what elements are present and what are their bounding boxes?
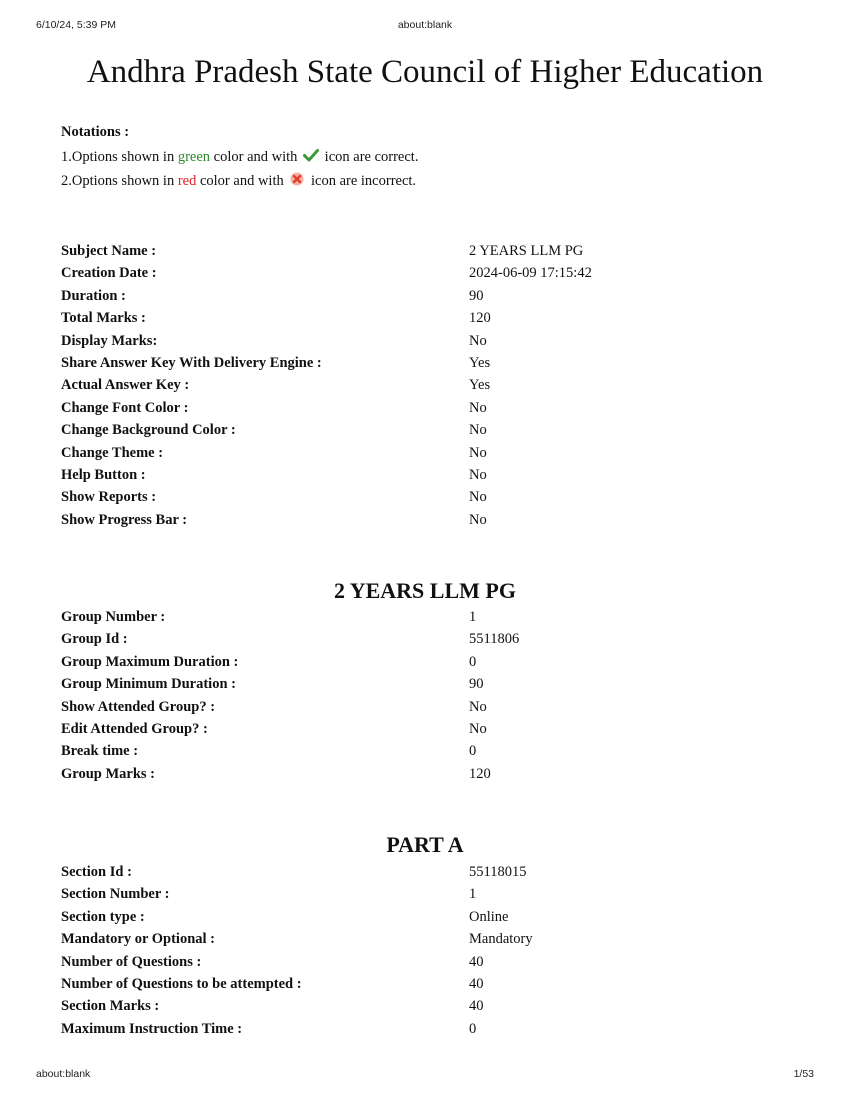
- row-value: 5511806: [469, 631, 520, 648]
- cross-mark-icon: [289, 171, 305, 187]
- row-label: Change Theme :: [61, 444, 164, 461]
- row-label: Change Background Color :: [61, 422, 236, 439]
- table-row: [61, 374, 821, 396]
- row-value: 120: [469, 310, 491, 327]
- print-datetime: 6/10/24, 5:39 PM: [36, 19, 116, 31]
- table-row: [61, 464, 821, 486]
- row-value: 90: [469, 676, 484, 693]
- table-row: [61, 240, 821, 262]
- notation-green-word: green: [177, 148, 211, 165]
- group-info-table: [61, 606, 821, 785]
- table-row: [61, 763, 821, 785]
- row-value: No: [469, 489, 487, 506]
- row-label: Display Marks:: [61, 332, 158, 349]
- row-value: 120: [469, 765, 491, 782]
- subject-info-table: [61, 240, 821, 531]
- row-value: No: [469, 399, 487, 416]
- row-label: Group Maximum Duration :: [61, 653, 239, 670]
- table-row: [61, 397, 821, 419]
- check-mark-icon: [303, 147, 319, 163]
- print-footer: [36, 1068, 814, 1082]
- table-row: [61, 628, 821, 650]
- row-label: Show Attended Group? :: [61, 698, 216, 715]
- row-value: 2 YEARS LLM PG: [469, 243, 584, 259]
- notation-incorrect-suffix: icon are incorrect.: [310, 173, 417, 189]
- row-label: Section Marks :: [61, 998, 160, 1015]
- table-row: [61, 696, 821, 718]
- table-row: [61, 262, 821, 284]
- table-row: [61, 509, 821, 531]
- row-label: Section type :: [61, 908, 145, 925]
- table-row: [61, 606, 821, 628]
- table-row: [61, 419, 821, 441]
- notation-incorrect-middle: color and with: [199, 173, 284, 189]
- row-value: No: [469, 720, 487, 737]
- table-row: [61, 442, 821, 464]
- notation-incorrect: [61, 169, 418, 194]
- notations-heading: Notations :: [61, 124, 130, 140]
- notation-red-word: red: [177, 173, 197, 189]
- table-row: [61, 995, 821, 1017]
- print-footer-url: about:blank: [36, 1068, 91, 1080]
- table-row: [61, 973, 821, 995]
- row-label: Help Button :: [61, 466, 146, 483]
- print-header: [36, 19, 814, 33]
- notation-correct-suffix: icon are correct.: [324, 148, 419, 165]
- row-label: Actual Answer Key :: [61, 377, 190, 394]
- notation-correct-prefix: 1.Options shown in: [61, 148, 175, 165]
- table-row: [61, 651, 821, 673]
- row-value: 0: [469, 743, 477, 760]
- row-value: No: [469, 422, 487, 439]
- row-label: Change Font Color :: [61, 399, 189, 416]
- row-label: Break time :: [61, 743, 139, 760]
- page-number: 1/53: [793, 1068, 814, 1080]
- row-label: Group Id :: [61, 631, 128, 648]
- row-label: Number of Questions to be attempted :: [61, 975, 302, 992]
- table-row: [61, 951, 821, 973]
- row-value: Online: [469, 908, 509, 925]
- row-label: Number of Questions :: [61, 953, 202, 970]
- section-info-table: [61, 861, 821, 1040]
- notation-correct: [61, 145, 418, 170]
- row-value: 0: [469, 1020, 477, 1037]
- row-value: Yes: [469, 354, 491, 371]
- row-label: Share Answer Key With Delivery Engine :: [61, 354, 322, 371]
- row-label: Maximum Instruction Time :: [61, 1020, 243, 1037]
- row-label: Show Reports :: [61, 489, 157, 506]
- row-label: Group Number :: [61, 609, 166, 625]
- row-value: No: [469, 332, 487, 349]
- table-row: [61, 740, 821, 762]
- group-title: 2 YEARS LLM PG: [334, 578, 516, 603]
- row-value: 1: [469, 609, 477, 625]
- table-row: [61, 718, 821, 740]
- row-label: Duration :: [61, 287, 126, 304]
- table-row: [61, 352, 821, 374]
- section-title: PART A: [386, 832, 464, 857]
- table-row: [61, 1018, 821, 1040]
- page-title: Andhra Pradesh State Council of Higher Education: [86, 54, 764, 90]
- table-row: [61, 861, 821, 883]
- notation-correct-middle: color and with: [213, 148, 298, 165]
- row-value: 90: [469, 287, 484, 304]
- row-label: Section Number :: [61, 886, 170, 903]
- row-value: 40: [469, 953, 484, 970]
- row-label: Creation Date :: [61, 265, 157, 282]
- print-header-url: about:blank: [397, 19, 453, 31]
- row-value: No: [469, 444, 487, 461]
- row-label: Edit Attended Group? :: [61, 720, 208, 737]
- notations: [61, 120, 418, 194]
- row-value: 0: [469, 653, 477, 670]
- row-label: Section Id :: [61, 864, 132, 880]
- table-row: [61, 928, 821, 950]
- row-value: 2024-06-09 17:15:42: [469, 265, 592, 282]
- row-value: No: [469, 698, 487, 715]
- row-value: No: [469, 511, 487, 528]
- row-label: Total Marks :: [61, 310, 146, 327]
- row-value: Mandatory: [469, 931, 533, 948]
- table-row: [61, 486, 821, 508]
- row-label: Group Marks :: [61, 765, 155, 782]
- row-label: Subject Name :: [61, 243, 157, 259]
- row-value: 55118015: [469, 864, 527, 880]
- row-value: 1: [469, 886, 477, 903]
- row-value: 40: [469, 998, 484, 1015]
- row-label: Mandatory or Optional :: [61, 931, 215, 948]
- table-row: [61, 883, 821, 905]
- table-row: [61, 673, 821, 695]
- notation-incorrect-prefix: 2.Options shown in: [61, 173, 175, 189]
- row-value: Yes: [469, 377, 491, 394]
- table-row: [61, 330, 821, 352]
- row-value: No: [469, 466, 487, 483]
- row-label: Group Minimum Duration :: [61, 676, 236, 693]
- table-row: [61, 906, 821, 928]
- row-value: 40: [469, 975, 484, 992]
- table-row: [61, 307, 821, 329]
- row-label: Show Progress Bar :: [61, 511, 188, 528]
- table-row: [61, 285, 821, 307]
